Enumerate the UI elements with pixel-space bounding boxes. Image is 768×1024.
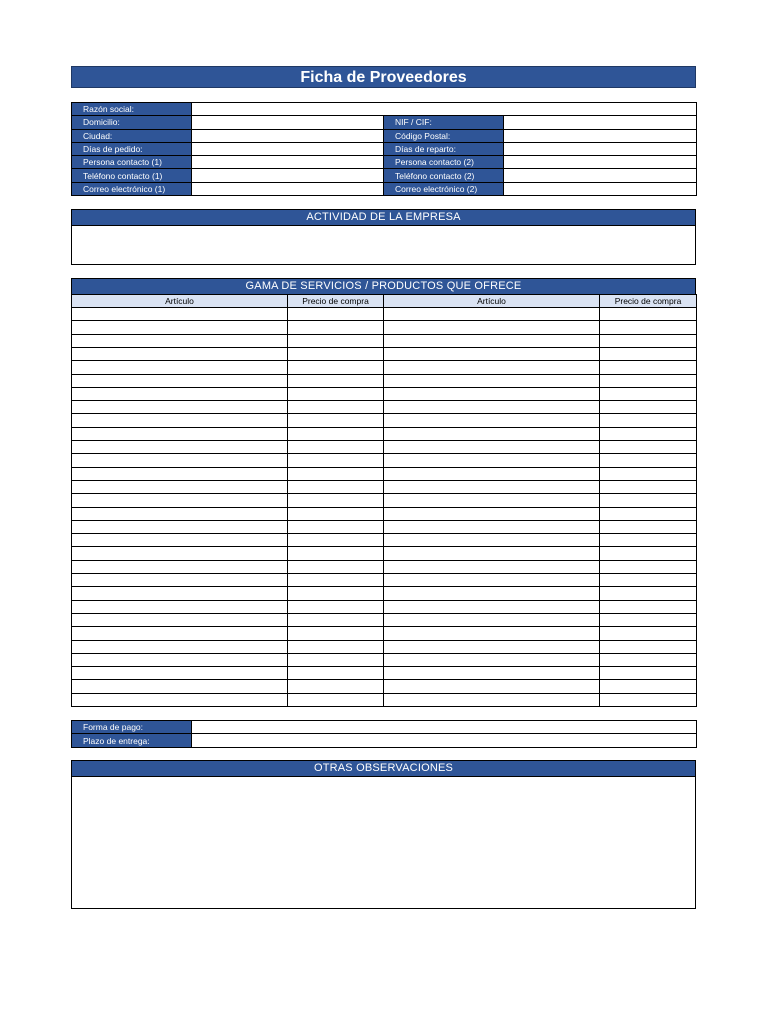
precio-cell-2[interactable] [600, 640, 697, 653]
articulo-cell[interactable] [72, 627, 288, 640]
supplier-form [71, 66, 696, 909]
nif-cif-label: NIF / CIF: [384, 116, 504, 129]
product-row [72, 560, 697, 573]
payment-table [71, 720, 697, 748]
telefono-contacto-2-label: Teléfono contacto (2) [384, 169, 504, 182]
col-header-articulo-2: Artículo [384, 295, 600, 308]
product-row [72, 627, 697, 640]
ciudad-field[interactable] [192, 129, 384, 142]
product-row [72, 401, 697, 414]
row-dias [72, 142, 697, 155]
telefono-contacto-1-field[interactable] [192, 169, 384, 182]
precio-cell-2[interactable] [600, 374, 697, 387]
articulo-cell[interactable] [72, 520, 288, 533]
precio-cell[interactable] [288, 387, 384, 400]
articulo-cell[interactable] [72, 454, 288, 467]
articulo-cell-2[interactable] [384, 441, 600, 454]
product-row [72, 547, 697, 560]
product-row [72, 387, 697, 400]
articulo-cell-2[interactable] [384, 414, 600, 427]
articulo-cell-2[interactable] [384, 534, 600, 547]
articulo-cell-2[interactable] [384, 574, 600, 587]
correo-2-field[interactable] [504, 182, 697, 195]
precio-cell[interactable] [288, 361, 384, 374]
articulo-cell-2[interactable] [384, 587, 600, 600]
product-row [72, 347, 697, 360]
articulo-cell-2[interactable] [384, 321, 600, 334]
products-rows [72, 308, 697, 707]
row-ciudad [72, 129, 697, 142]
domicilio-label: Domicilio: [72, 116, 192, 129]
articulo-cell[interactable] [72, 507, 288, 520]
product-row [72, 361, 697, 374]
precio-cell[interactable] [288, 347, 384, 360]
precio-cell-2[interactable] [600, 334, 697, 347]
precio-cell[interactable] [288, 441, 384, 454]
articulo-cell[interactable] [72, 547, 288, 560]
articulo-cell[interactable] [72, 374, 288, 387]
articulo-cell[interactable] [72, 387, 288, 400]
products-heading: GAMA DE SERVICIOS / PRODUCTOS QUE OFRECE [71, 278, 696, 294]
plazo-entrega-label: Plazo de entrega: [72, 734, 192, 748]
observations-section [71, 760, 696, 909]
articulo-cell-2[interactable] [384, 560, 600, 573]
precio-cell-2[interactable] [600, 547, 697, 560]
precio-cell[interactable] [288, 467, 384, 480]
articulo-cell-2[interactable] [384, 680, 600, 693]
articulo-cell-2[interactable] [384, 640, 600, 653]
forma-pago-label: Forma de pago: [72, 720, 192, 734]
observations-heading: OTRAS OBSERVACIONES [71, 760, 696, 776]
products-table [71, 294, 697, 707]
forma-pago-field[interactable] [192, 720, 697, 734]
articulo-cell[interactable] [72, 480, 288, 493]
precio-cell[interactable] [288, 613, 384, 626]
razon-social-label: Razón social: [72, 103, 192, 116]
precio-cell[interactable] [288, 454, 384, 467]
precio-cell[interactable] [288, 547, 384, 560]
articulo-cell[interactable] [72, 600, 288, 613]
articulo-cell-2[interactable] [384, 374, 600, 387]
articulo-cell[interactable] [72, 308, 288, 321]
precio-cell[interactable] [288, 600, 384, 613]
row-persona-contacto [72, 156, 697, 169]
persona-contacto-2-field[interactable] [504, 156, 697, 169]
precio-cell-2[interactable] [600, 653, 697, 666]
products-section [71, 278, 696, 707]
precio-cell[interactable] [288, 587, 384, 600]
precio-cell[interactable] [288, 667, 384, 680]
articulo-cell-2[interactable] [384, 467, 600, 480]
precio-cell-2[interactable] [600, 494, 697, 507]
articulo-cell[interactable] [72, 467, 288, 480]
precio-cell-2[interactable] [600, 414, 697, 427]
product-row [72, 613, 697, 626]
articulo-cell-2[interactable] [384, 494, 600, 507]
articulo-cell-2[interactable] [384, 667, 600, 680]
articulo-cell[interactable] [72, 587, 288, 600]
articulo-cell[interactable] [72, 427, 288, 440]
product-row [72, 414, 697, 427]
articulo-cell[interactable] [72, 321, 288, 334]
observations-text-area[interactable] [71, 776, 696, 909]
correo-2-label: Correo electrónico (2) [384, 182, 504, 195]
product-row [72, 667, 697, 680]
product-row [72, 507, 697, 520]
dias-pedido-field[interactable] [192, 142, 384, 155]
articulo-cell-2[interactable] [384, 308, 600, 321]
supplier-info-table [71, 102, 697, 196]
articulo-cell[interactable] [72, 640, 288, 653]
precio-cell-2[interactable] [600, 467, 697, 480]
precio-cell[interactable] [288, 680, 384, 693]
precio-cell-2[interactable] [600, 574, 697, 587]
articulo-cell-2[interactable] [384, 600, 600, 613]
product-row [72, 653, 697, 666]
precio-cell-2[interactable] [600, 534, 697, 547]
precio-cell-2[interactable] [600, 401, 697, 414]
precio-cell[interactable] [288, 414, 384, 427]
product-row [72, 467, 697, 480]
articulo-cell[interactable] [72, 613, 288, 626]
precio-cell-2[interactable] [600, 560, 697, 573]
precio-cell[interactable] [288, 520, 384, 533]
articulo-cell[interactable] [72, 560, 288, 573]
precio-cell-2[interactable] [600, 627, 697, 640]
precio-cell-2[interactable] [600, 520, 697, 533]
nif-cif-field[interactable] [504, 116, 697, 129]
articulo-cell[interactable] [72, 693, 288, 706]
col-header-articulo: Artículo [72, 295, 288, 308]
precio-cell[interactable] [288, 480, 384, 493]
product-row [72, 480, 697, 493]
codigo-postal-field[interactable] [504, 129, 697, 142]
articulo-cell[interactable] [72, 667, 288, 680]
product-row [72, 494, 697, 507]
precio-cell[interactable] [288, 653, 384, 666]
activity-text-area[interactable] [71, 225, 696, 265]
articulo-cell[interactable] [72, 414, 288, 427]
product-row [72, 441, 697, 454]
precio-cell[interactable] [288, 693, 384, 706]
col-header-precio: Precio de compra [288, 295, 384, 308]
product-row [72, 520, 697, 533]
row-correo [72, 182, 697, 195]
articulo-cell-2[interactable] [384, 613, 600, 626]
articulo-cell-2[interactable] [384, 480, 600, 493]
telefono-contacto-2-field[interactable] [504, 169, 697, 182]
col-header-precio-2: Precio de compra [600, 295, 697, 308]
row-telefono [72, 169, 697, 182]
precio-cell[interactable] [288, 334, 384, 347]
precio-cell-2[interactable] [600, 387, 697, 400]
precio-cell-2[interactable] [600, 361, 697, 374]
persona-contacto-1-label: Persona contacto (1) [72, 156, 192, 169]
articulo-cell-2[interactable] [384, 653, 600, 666]
articulo-cell[interactable] [72, 361, 288, 374]
correo-1-field[interactable] [192, 182, 384, 195]
telefono-contacto-1-label: Teléfono contacto (1) [72, 169, 192, 182]
articulo-cell-2[interactable] [384, 693, 600, 706]
articulo-cell[interactable] [72, 574, 288, 587]
precio-cell-2[interactable] [600, 427, 697, 440]
articulo-cell-2[interactable] [384, 547, 600, 560]
articulo-cell[interactable] [72, 534, 288, 547]
row-domicilio [72, 116, 697, 129]
persona-contacto-1-field[interactable] [192, 156, 384, 169]
row-plazo-entrega [72, 734, 697, 748]
precio-cell[interactable] [288, 494, 384, 507]
product-row [72, 600, 697, 613]
precio-cell-2[interactable] [600, 693, 697, 706]
activity-heading: ACTIVIDAD DE LA EMPRESA [71, 209, 696, 225]
precio-cell-2[interactable] [600, 480, 697, 493]
product-row [72, 680, 697, 693]
precio-cell[interactable] [288, 321, 384, 334]
precio-cell-2[interactable] [600, 667, 697, 680]
articulo-cell[interactable] [72, 334, 288, 347]
products-header-row [72, 295, 697, 308]
row-forma-pago [72, 720, 697, 734]
articulo-cell[interactable] [72, 441, 288, 454]
precio-cell-2[interactable] [600, 321, 697, 334]
precio-cell-2[interactable] [600, 613, 697, 626]
product-row [72, 587, 697, 600]
articulo-cell[interactable] [72, 653, 288, 666]
precio-cell[interactable] [288, 427, 384, 440]
product-row [72, 534, 697, 547]
product-row [72, 454, 697, 467]
precio-cell[interactable] [288, 627, 384, 640]
articulo-cell-2[interactable] [384, 334, 600, 347]
precio-cell[interactable] [288, 640, 384, 653]
product-row [72, 427, 697, 440]
form-title: Ficha de Proveedores [71, 66, 696, 88]
product-row [72, 693, 697, 706]
precio-cell[interactable] [288, 574, 384, 587]
precio-cell-2[interactable] [600, 600, 697, 613]
dias-pedido-label: Días de pedido: [72, 142, 192, 155]
articulo-cell-2[interactable] [384, 401, 600, 414]
precio-cell[interactable] [288, 401, 384, 414]
precio-cell-2[interactable] [600, 587, 697, 600]
precio-cell-2[interactable] [600, 441, 697, 454]
precio-cell[interactable] [288, 374, 384, 387]
articulo-cell[interactable] [72, 401, 288, 414]
precio-cell[interactable] [288, 534, 384, 547]
precio-cell-2[interactable] [600, 308, 697, 321]
dias-reparto-label: Días de reparto: [384, 142, 504, 155]
persona-contacto-2-label: Persona contacto (2) [384, 156, 504, 169]
articulo-cell-2[interactable] [384, 627, 600, 640]
articulo-cell-2[interactable] [384, 520, 600, 533]
articulo-cell-2[interactable] [384, 387, 600, 400]
plazo-entrega-field[interactable] [192, 734, 697, 748]
product-row [72, 321, 697, 334]
dias-reparto-field[interactable] [504, 142, 697, 155]
precio-cell-2[interactable] [600, 680, 697, 693]
precio-cell[interactable] [288, 308, 384, 321]
precio-cell-2[interactable] [600, 347, 697, 360]
precio-cell[interactable] [288, 560, 384, 573]
articulo-cell-2[interactable] [384, 347, 600, 360]
articulo-cell[interactable] [72, 494, 288, 507]
codigo-postal-label: Código Postal: [384, 129, 504, 142]
precio-cell[interactable] [288, 507, 384, 520]
articulo-cell-2[interactable] [384, 427, 600, 440]
precio-cell-2[interactable] [600, 507, 697, 520]
product-row [72, 574, 697, 587]
ciudad-label: Ciudad: [72, 129, 192, 142]
articulo-cell-2[interactable] [384, 454, 600, 467]
articulo-cell-2[interactable] [384, 361, 600, 374]
articulo-cell[interactable] [72, 680, 288, 693]
product-row [72, 374, 697, 387]
correo-1-label: Correo electrónico (1) [72, 182, 192, 195]
product-row [72, 334, 697, 347]
row-razon-social [72, 103, 697, 116]
razon-social-field[interactable] [192, 103, 697, 116]
precio-cell-2[interactable] [600, 454, 697, 467]
product-row [72, 640, 697, 653]
product-row [72, 308, 697, 321]
articulo-cell[interactable] [72, 347, 288, 360]
domicilio-field[interactable] [192, 116, 384, 129]
articulo-cell-2[interactable] [384, 507, 600, 520]
activity-section [71, 209, 696, 265]
